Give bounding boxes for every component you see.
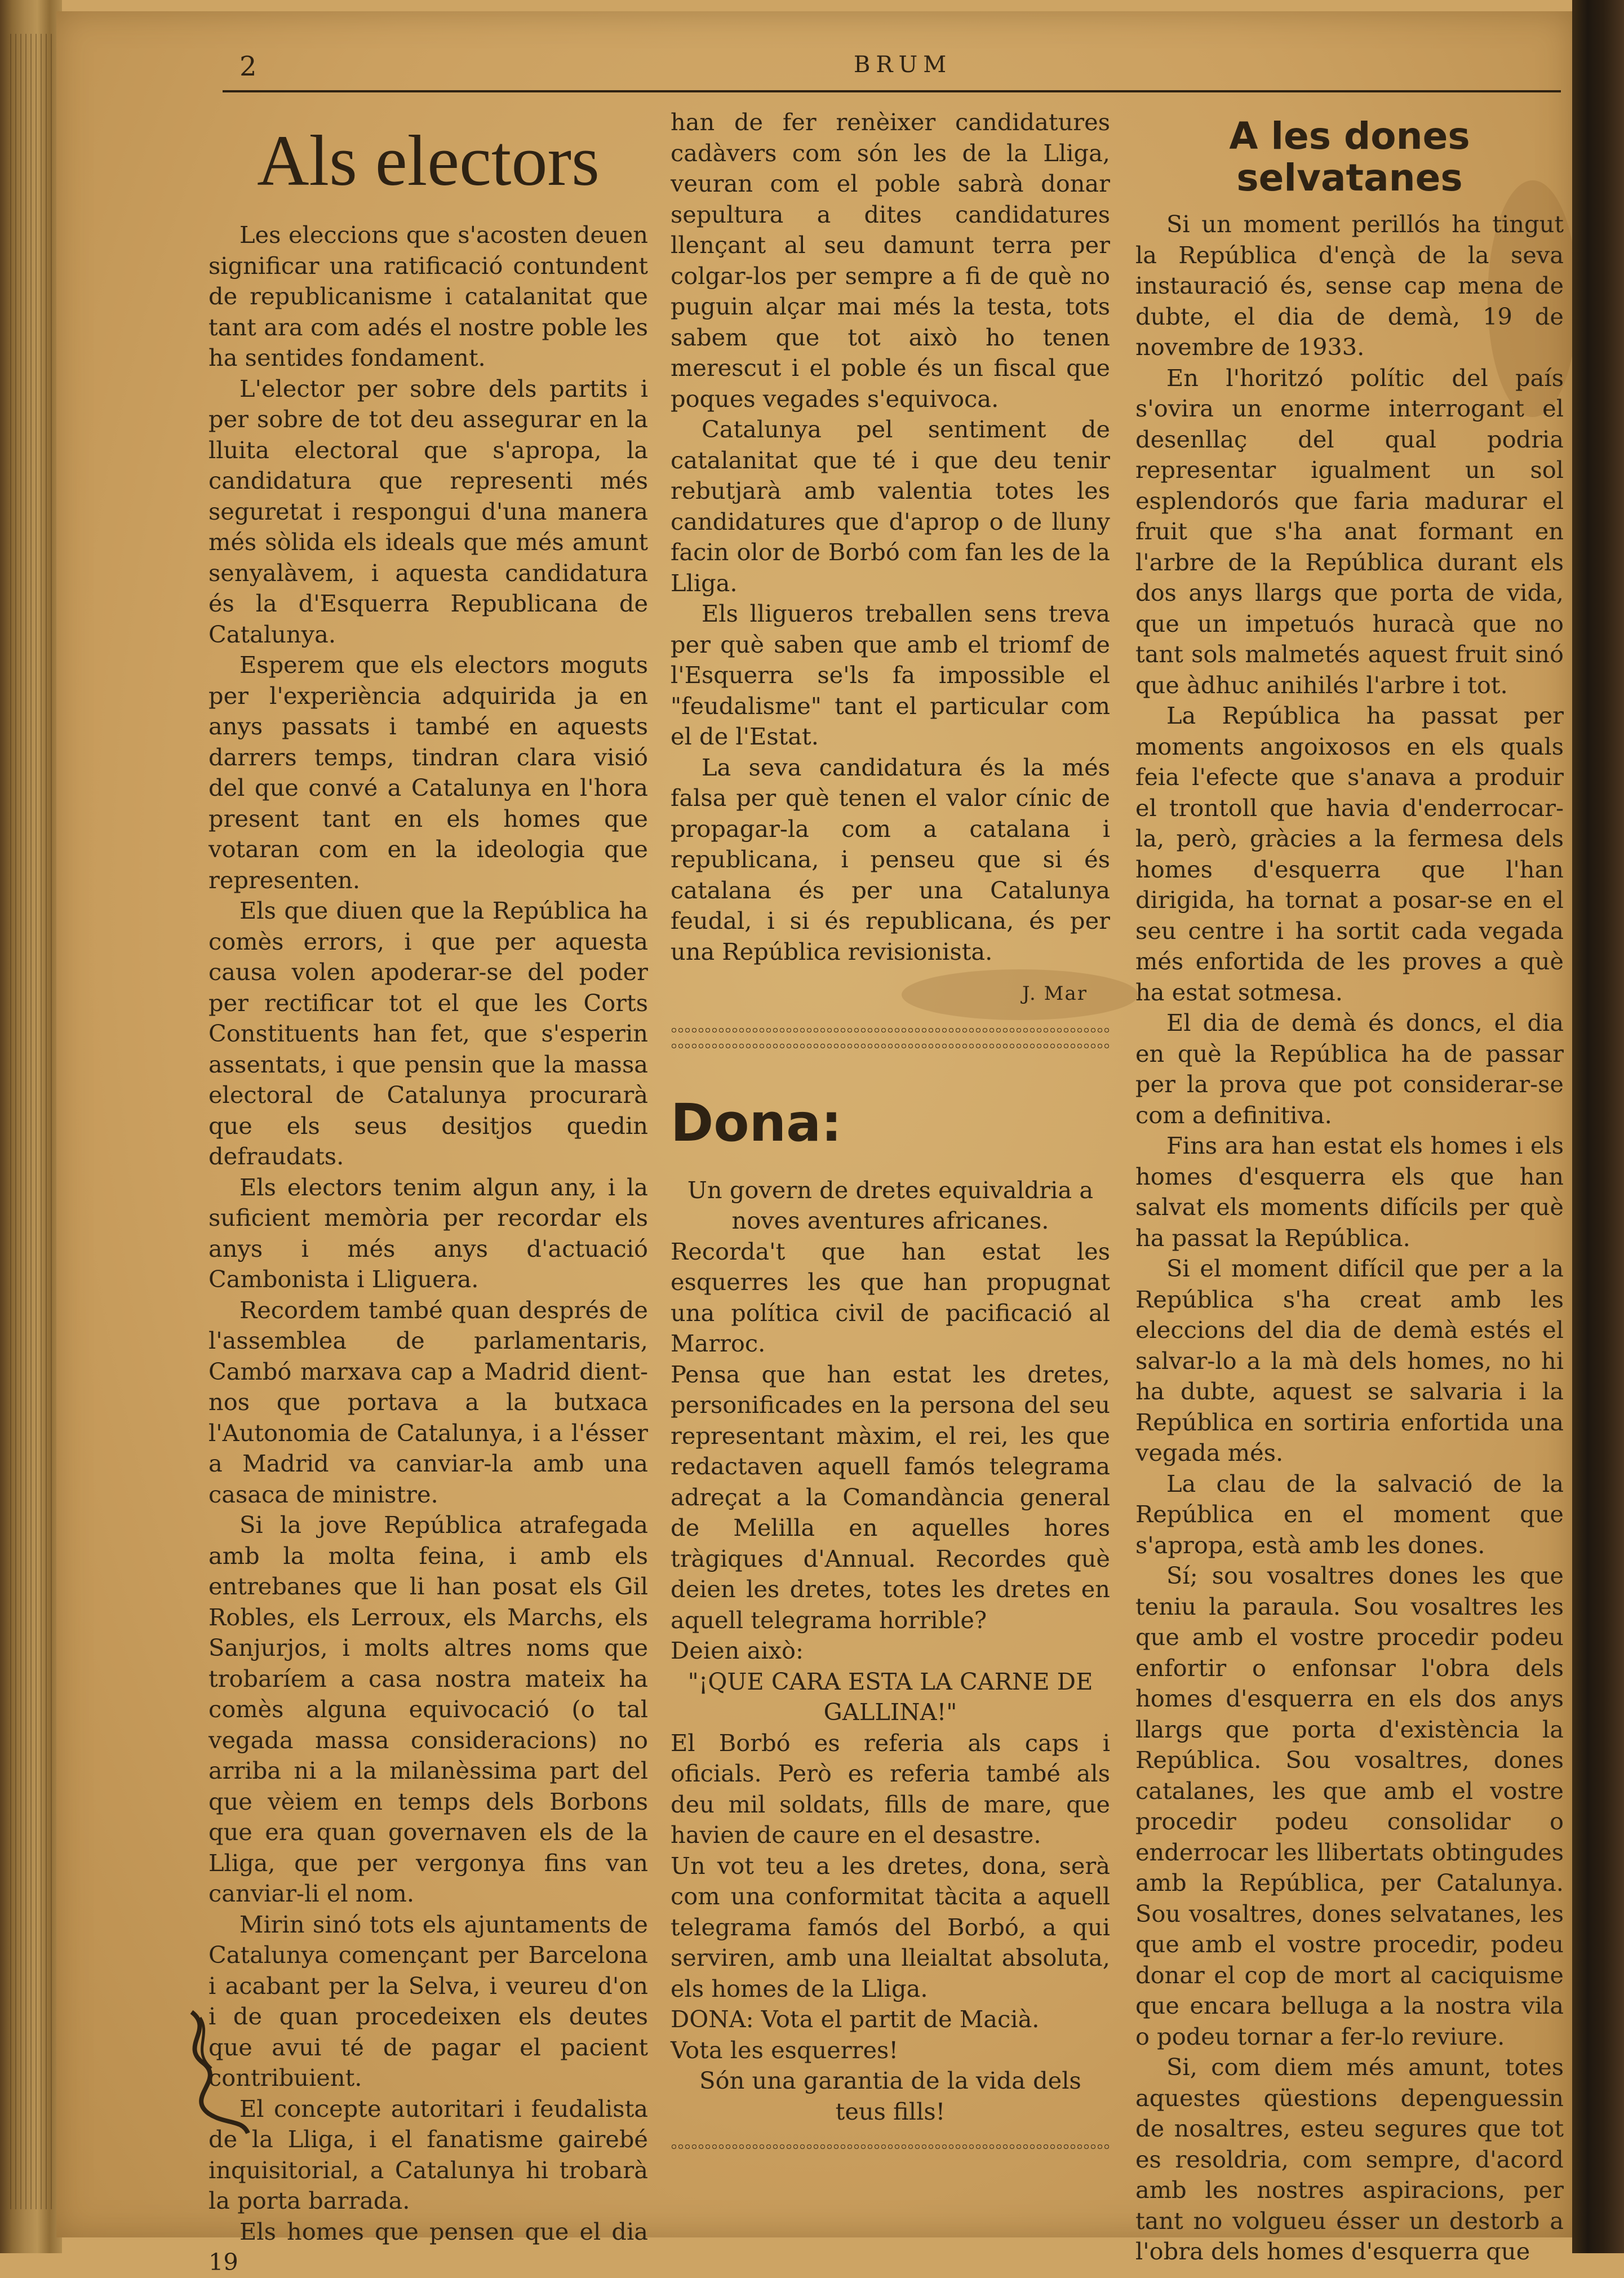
article-paragraph: Els homes que pensen que el dia 19	[208, 2217, 648, 2276]
next-page-edge	[1572, 0, 1624, 2253]
article-title-a-les-dones-selvatanes: A les dones selvatanes	[1229, 114, 1470, 200]
article-paragraph: La clau de la salvació de la República en el moment que s'apropa, està amb les dones.	[1135, 1469, 1564, 1559]
article-paragraph: Si la jove República atrafegada amb la molta feina, i amb els entrebanes que li han posat els Gil Robles, els Lerroux, els Marchs, els Sanjurjos, i molts altres noms que trobaríem a casa nostra mateix ha comès alguna equivocació (o tal vegada massa consideracions) no arriba ni a la milanèssima part del que vèiem en temps dels Borbons que era quan governaven els de la Lliga, que per vergonya fins van canviar-li el nom.	[208, 1511, 648, 1907]
article-signature: J. Mar	[1022, 982, 1088, 1005]
masthead: BRUM	[854, 52, 952, 78]
article-line: Recorda't que han estat les esquerres les que han propugnat una política civil de pacificació al Marroc.	[671, 1237, 1110, 1357]
book-binding-edge	[0, 0, 62, 2253]
article-line: Deien això:	[671, 1637, 804, 1664]
article-paragraph: Els electors tenim algun any, i la suficient memòria per recordar els anys i més anys d'actuació Cambonista i Lliguera.	[208, 1173, 648, 1293]
page-stack-lines	[10, 34, 55, 2209]
article-paragraph: La seva candidatura és la més falsa per què tenen el valor cínic de propagar-la com a catalana i republicana, i penseu que si és catalana és per una Catalunya feudal, i si és republicana, és per una República revisionista.	[671, 753, 1110, 965]
article-paragraph: Esperem que els electors moguts per l'experiència adquirida ja en anys passats i també en aquests darrers temps, tindran clara visió del que convé a Catalunya en l'hora present tant en els homes que votaran com en la ideologia que representen.	[208, 651, 648, 894]
header-rule	[223, 90, 1561, 92]
article-paragraph: Mirin sinó tots els ajuntaments de Catalunya començant per Barcelona i acabant per la Selva, i veureu d'on i de quan procedeixen els deutes que avui té de pagar el pacient contribuient.	[208, 1910, 648, 2091]
article-line: El Borbó es referia als caps i oficials. Però es referia també als deu mil soldats, fills de mare, que havien de caure en el desastre.	[671, 1729, 1110, 1849]
article-paragraph: Recordem també quan després de l'assemblea de parlamentaris, Cambó marxava cap a Madrid dient-nos que portava a la butxaca l'Autonomia de Catalunya, i a l'ésser a Madrid va canviar-la amb una casaca de ministre.	[208, 1296, 648, 1508]
page-header	[223, 45, 1561, 96]
article-paragraph: Si el moment difícil que per a la República s'ha creat amb les eleccions del dia de demà estés el salvar-lo a la mà dels homes, no hi ha dubte, aquest se salvaria i la República en sortiria enfortida una vegada més.	[1135, 1255, 1564, 1466]
article-paragraph: Els que diuen que la República ha comès errors, i que per aquesta causa volen apoderar-se del poder per rectificar tot el que les Corts Constituents han fet, que s'esperin assentats, i que pensin que la massa electoral de Catalunya procurarà que els seus desitjos quedin defraudats.	[208, 897, 648, 1170]
article-line: Pensa que han estat les dretes, personificades en la persona del seu representant màxim, el rei, les que redactaven aquell famós telegrama adreçat a la Comandància general de Melilla en aquelles hores tràgiques d'Annual. Recordes què deien les dretes, totes les dretes en aquell telegrama horrible?	[671, 1360, 1110, 1634]
ornamental-divider	[671, 1026, 1110, 1034]
ornamental-divider	[671, 2143, 1110, 2151]
article-paragraph: Les eleccions que s'acosten deuen significar una ratificació contundent de republicanisme i catalanitat que tant ara com adés el nostre poble les ha sentides fondament.	[208, 221, 648, 371]
article-line: Són una garantia de la vida dels teus fills!	[699, 2067, 1081, 2125]
article-paragraph: En l'horitzó polític del país s'ovira un enorme interrogant el desenllaç del qual podria representar igualment un sol esplendorós que faria madurar el fruit que s'ha anat formant en l'arbre de la República durant els dos anys llargs que porta de vida, que un impetuós huracà que no tant sols malmetés aquest fruit sinó que àdhuc anihilés l'arbre i tot.	[1135, 364, 1564, 699]
page-number: 2	[239, 51, 257, 82]
article-paragraph: Catalunya pel sentiment de catalanitat que té i que deu tenir rebutjarà amb valentia totes les candidatures que d'aprop o de lluny facin olor de Borbó com fan les de la Lliga.	[671, 415, 1110, 597]
article-paragraph: El dia de demà és doncs, el dia en què la República ha de passar per la prova que pot considerar-se com a definitiva.	[1135, 1009, 1564, 1129]
article-line: Un govern de dretes equivaldria a noves aventures africanes.	[687, 1176, 1094, 1234]
column-1	[208, 107, 648, 2278]
article-line: Vota les esquerres!	[671, 2036, 898, 2064]
article-paragraph: Els lligueros treballen sens treva per què saben que amb el triomf de l'Esquerra se'ls fa impossible el "feudalisme" tant el particular com el de l'Estat.	[671, 600, 1110, 750]
article-paragraph: Fins ara han estat els homes i els homes d'esquerra els que han salvat els moments difícils per què ha passat la República.	[1135, 1132, 1564, 1252]
article-paragraph: El concepte autoritari i feudalista de la Lliga, i el fanatisme gairebé inquisitorial, a Catalunya hi trobarà la porta barrada.	[208, 2094, 648, 2214]
article-line: DONA: Vota el partit de Macià.	[671, 2005, 1040, 2033]
article-paragraph: Si, com diem més amunt, totes aquestes qüestions depenguessin de nosaltres, esteu segures que tot es resoldria, com sempre, d'acord amb les nostres aspiracions, per tant no volgueu ésser un destorb a l'obra dels homes d'esquerra que	[1135, 2053, 1564, 2265]
article-paragraph: La República ha passat per moments angoixosos en els quals feia l'efecte que s'anava a produir el trontoll que havia d'enderrocar-la, però, gràcies a la fermesa dels homes d'esquerra que l'han dirigida, ha tornat a posar-se en el seu centre i ha sortit cada vegada més enfortida de les proves a què ha estat sotmesa.	[1135, 702, 1564, 1006]
article-paragraph: Sí; sou vosaltres dones les que teniu la paraula. Sou vosaltres les que amb el vostre procedir podeu enfortir o enfonsar l'obra dels homes d'esquerra en els dos anys llargs que porta d'existència la República. Sou vosaltres, dones catalanes, les que amb el vostre procedir podeu consolidar o enderrocar les llibertats obtingudes amb la República, per Catalunya. Sou vosaltres, dones selvatanes, les que amb el vostre procedir, podeu donar el cop de mort al caciquisme que encara belluga a la nostra vila o podeu tornar a fer-lo reviure.	[1135, 1562, 1564, 2050]
column-3	[1135, 107, 1564, 2267]
article-line: Un vot teu a les dretes, dona, serà com una conformitat tàcita a aquell telegrama famós del Borbó, a qui serviren, amb una lleialtat absoluta, els homes de la Lliga.	[671, 1851, 1110, 2002]
article-quote: "¡QUE CARA ESTA LA CARNE DE GALLINA!"	[687, 1667, 1093, 1726]
article-paragraph: han de fer renèixer candidatures cadàvers com són les de la Lliga, veuran com el poble sabrà donar sepultura a dites candidatures llençant al seu damunt terra per colgar-los per sempre a fi de què no puguin alçar mai més la testa, tots sabem que tot això ho tenen merescut i el poble és un fiscal que poques vegades s'equivoca.	[671, 108, 1110, 413]
article-title-dona: Dona:	[671, 1092, 842, 1153]
ink-flourish-ornament	[180, 2006, 254, 2142]
article-paragraph: L'elector per sobre dels partits i per sobre de tot deu assegurar en la lluita electoral que s'apropa, la candidatura que representi més seguretat i respongui d'una manera més sòlida els ideals que més amunt senyalàvem, i aquesta candidatura és la d'Esquerra Republicana de Catalunya.	[208, 374, 648, 648]
article-paragraph: Si un moment perillós ha tingut la República d'ençà de la seva instauració és, sense cap mena de dubte, el dia de demà, 19 de novembre de 1933.	[1135, 210, 1564, 361]
column-2	[671, 107, 1110, 2159]
ornamental-divider	[671, 1042, 1110, 1050]
article-dona-body	[671, 1175, 1110, 2128]
article-title-als-electors: Als electors	[257, 121, 600, 201]
